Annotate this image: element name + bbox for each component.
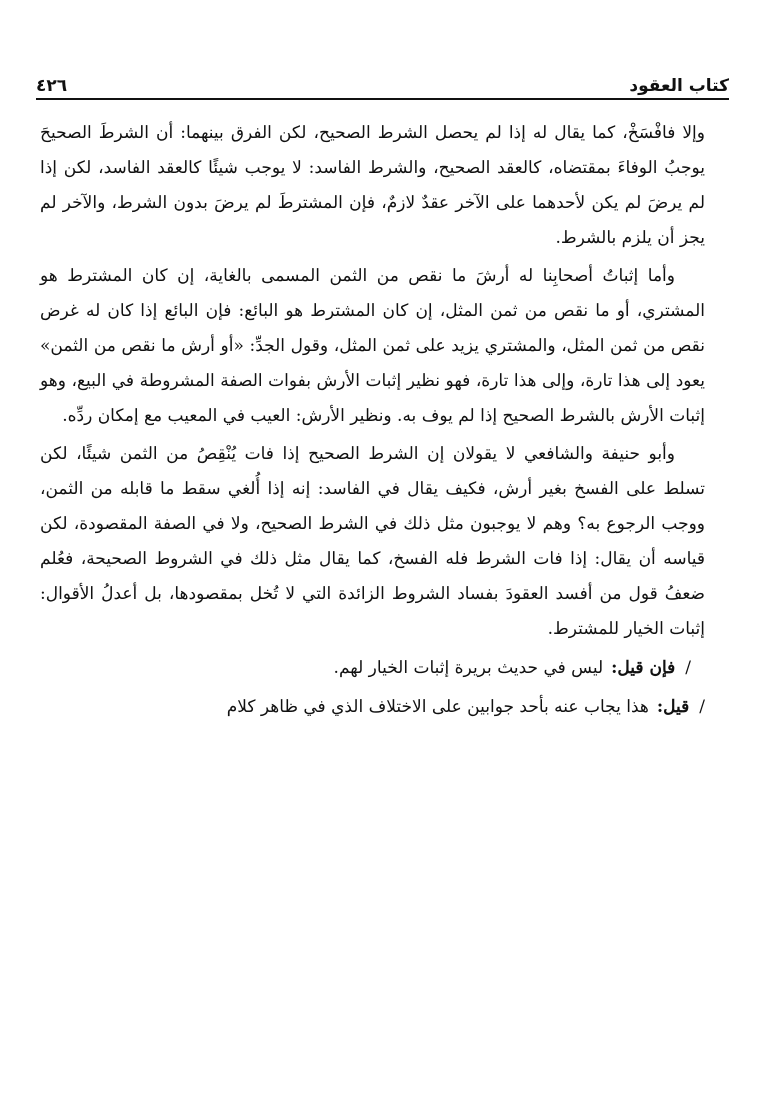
objection-label: فإن قيل: [611,658,676,678]
paragraph: وأما إثباتُ أصحابِنا له أرشَ ما نقص من الثمن المسمى بالغاية، إن كان المشترط هو المشتري، أو ما نقص من ثمن المثل، إن كان المشترط هو البائع: فإن البائع إذا كان له غرض نقص من ثمن المثل، والمشتري يزيد على ثمن المثل، وقول الجدِّ: «أو أرش ما نقص من الثمن» يعود إلى هذا تارة، وإلى هذا تارة، فهو نظير إثبات الأرش بفوات الصفة المشروطة في البيع، وهو إثبات الأرش بالشرط الصحيح إذا لم يوف به. ونظير الأرش: العيب في المعيب مع إمكان ردِّه. [40,266,705,426]
paragraph: وأبو حنيفة والشافعي لا يقولان إن الشرط الصحيح إذا فات يُنْقِصُ من الثمن شيئًا، لكن تسلط على الفسخ بغير أرش، فكيف يقال في الفاسد: إنه إذا أُلغي سقط ما قابله من الثمن، ووجب الرجوع به؟ وهم لا يوجبون مثل ذلك في الشرط الصحيح، ولا في الصفة المقصودة، لكن قياسه أن يقال: إذا فات الشرط فله الفسخ، كما يقال مثل ذلك في الشروط الصحيحة، فعُلم ضعفُ قول من أفسد العقودَ بفساد الشروط الزائدة التي لا تُخل بمقصودها، بل أعدلُ الأقوال: إثبات الخيار للمشترط. [40,444,705,639]
book-title: كتاب العقود [629,76,729,96]
page-number: ٤٢٦ [36,76,68,96]
paragraph: وإلا فافْسَخْ، كما يقال له إذا لم يحصل الشرط الصحيح، لكن الفرق بينهما: أن الشرطَ الصحيحَ يوجبُ الوفاءَ بمقتضاه، كالعقد الصحيح، والشرط الفاسد: لا يوجب شيئًا كالعقد الفاسد، لكن إذا لم يرضَ لم يكن لأحدهما على الآخر عقدٌ لازمٌ، فإن المشترطَ لم يرضَ بدون الشرط، والآخر لم يجز أن يلزم بالشرط. [40,123,705,248]
reply-label: قيل: [656,697,690,717]
qa-line-objection [40,651,705,686]
qa-line-reply [40,690,705,725]
marker-slash: / [685,658,691,678]
page-header [36,72,729,100]
reply-text: هذا يجاب عنه بأحد جوابين على الاختلاف الذي في ظاهر كلام [226,697,649,717]
objection-text: ليس في حديث بريرة إثبات الخيار لهم. [333,658,604,678]
marker-slash: / [699,697,705,717]
page-body [40,116,705,725]
